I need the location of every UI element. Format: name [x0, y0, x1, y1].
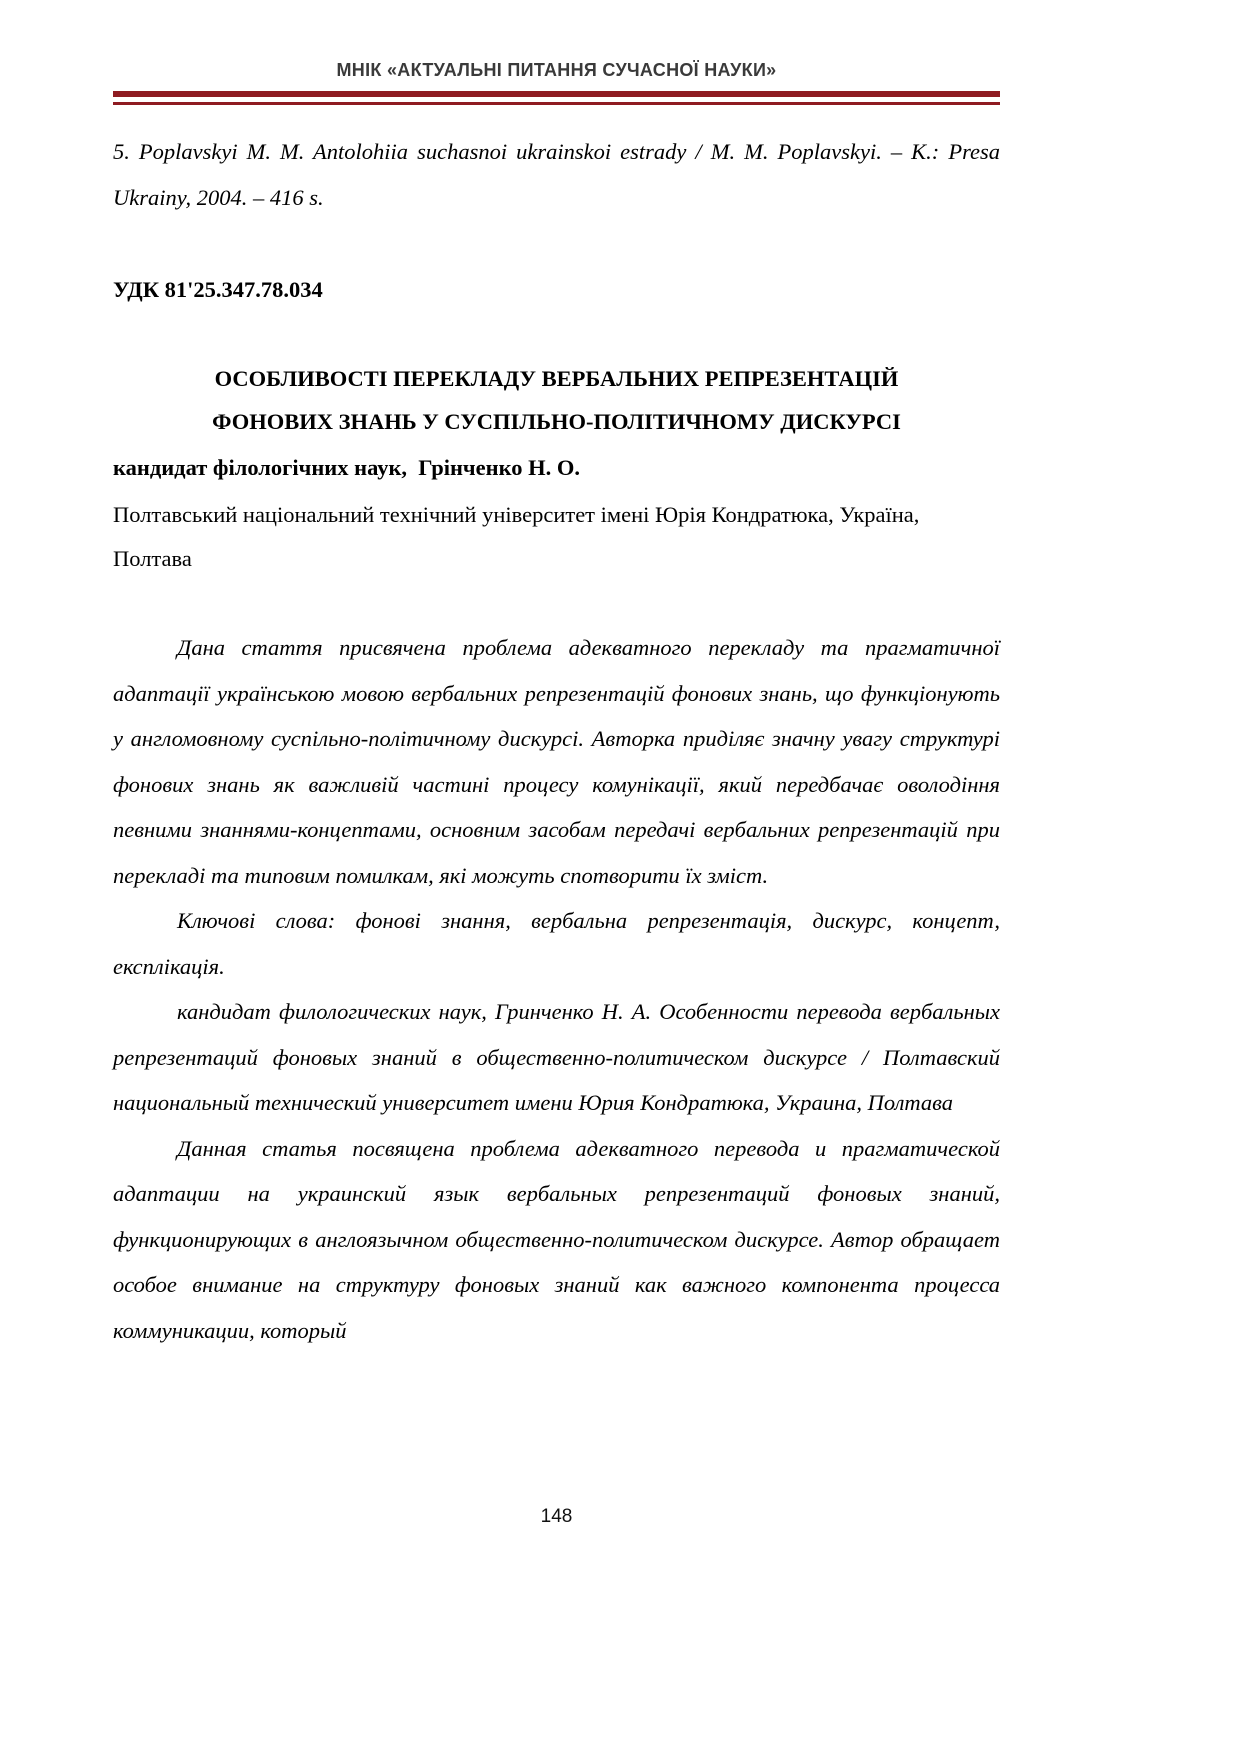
page-header	[113, 58, 1000, 105]
reference-item-5: 5. Poplavskyi M. M. Antolohiia suchasnoi ukrainskoi estrady / M. M. Poplavskyi. – K.: Presa Ukrainy, 2004. – 416 s.	[113, 139, 1000, 210]
abstract-section	[113, 625, 1000, 1353]
keywords-ukrainian: Ключові слова: фонові знання, вербальна репрезентація, дискурс, концепт, експлікація.	[113, 908, 1000, 979]
affiliation-line-ua: Полтавський національний технічний університет імені Юрія Кондратюка, Україна, Полтава	[113, 502, 920, 571]
abstract-ukrainian: Дана стаття присвячена проблема адекватного перекладу та прагматичної адаптації українською мовою вербальних репрезентацій фонових знань, що функціонують у англомовному суспільно-політичному дискурсі. Авторка приділяє значну увагу структурі фонових знань як важливій частині процесу комунікації, який передбачає оволодіння певними знаннями-концептами, основним засобам передачі вербальних репрезентацій при перекладі та типовим помилкам, які можуть спотворити їх зміст.	[113, 635, 1000, 888]
document-body	[113, 129, 1000, 1353]
author-line-ua: кандидат філологічних наук, Грінченко Н. О.	[113, 455, 580, 480]
udc-code: УДК 81'25.347.78.034	[113, 277, 323, 302]
article-title	[113, 357, 1000, 443]
running-header-title: МНІК «АКТУАЛЬНІ ПИТАННЯ СУЧАСНОЇ НАУКИ»	[336, 60, 777, 80]
header-rule-thin	[113, 102, 1000, 105]
page-number: 148	[540, 1506, 573, 1527]
abstract-russian: Данная статья посвящена проблема адекватного перевода и прагматической адаптации на украинский язык вербальных репрезентаций фоновых знаний, функционирующих в англоязычном общественно-политическом дискурсе. Автор обращает особое внимание на структуру фоновых знаний как важного компонента процесса коммуникации, который	[113, 1135, 1000, 1343]
header-rule-thick	[113, 91, 1000, 97]
article-title-line2: ФОНОВИХ ЗНАНЬ У СУСПІЛЬНО-ПОЛІТИЧНОМУ ДИСКУРСІ	[212, 409, 901, 434]
citation-russian: кандидат филологических наук, Гринченко Н. А. Особенности перевода вербальных репрезентаций фоновых знаний в общественно-политическом дискурсе / Полтавский национальный технический университет имени Юрия Кондратюка, Украина, Полтава	[113, 999, 1000, 1115]
article-title-line1: ОСОБЛИВОСТІ ПЕРЕКЛАДУ ВЕРБАЛЬНИХ РЕПРЕЗЕНТАЦІЙ	[214, 366, 899, 391]
